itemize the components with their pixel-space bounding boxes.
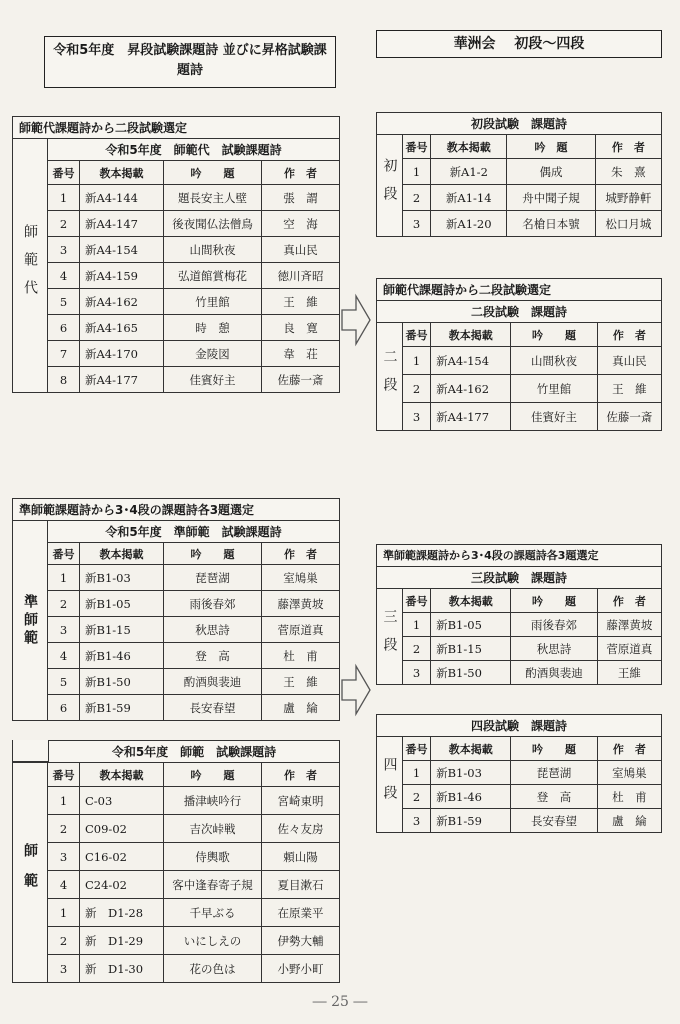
column-header: 吟 題 [511,323,597,347]
textbook-code: 新A4-170 [80,341,164,367]
data-table [47,762,340,983]
poem-title: 吉次峠戦 [164,815,262,843]
sandan-table [376,544,662,685]
poem-title: 山間秋夜 [164,237,262,263]
poem-title: 舟中聞子規 [507,185,595,211]
table-row [48,843,340,871]
row-number: 3 [48,843,80,871]
textbook-code: 新 D1-28 [80,899,164,927]
poem-title: 佳賓好主 [511,403,597,431]
column-header: 番号 [403,589,431,613]
table-row [403,785,662,809]
poem-title: 雨後春郊 [511,613,597,637]
poem-title: 金陵図 [164,341,262,367]
group-label: 師範代 [22,223,38,308]
row-number: 3 [48,237,80,263]
poem-author: 王 維 [262,669,340,695]
column-header: 吟 題 [507,135,595,159]
table-row [48,341,340,367]
table-row [48,591,340,617]
data-table [47,542,340,721]
shodan-table [376,112,662,237]
table-row [48,185,340,211]
textbook-code: 新A4-144 [80,185,164,211]
column-header: 作 者 [597,589,661,613]
textbook-code: 新 D1-30 [80,955,164,983]
textbook-code: 新A4-159 [80,263,164,289]
column-header: 番号 [403,737,431,761]
poem-title: 山間秋夜 [511,347,597,375]
poem-author: 杜 甫 [597,785,661,809]
table-row [48,565,340,591]
textbook-code: 新A4-154 [80,237,164,263]
poem-author: 伊勢大輔 [262,927,340,955]
textbook-code: 新A4-165 [80,315,164,341]
data-table [47,160,340,393]
row-number: 2 [48,927,80,955]
table-row [48,643,340,669]
row-number: 3 [403,403,431,431]
row-number: 3 [403,809,431,833]
poem-author: 松口月城 [595,211,661,237]
table-row [403,661,662,685]
table-row [48,815,340,843]
poem-title: 長安春望 [511,809,597,833]
arrow-right-icon [340,290,372,350]
row-number: 4 [48,871,80,899]
poem-author: 盧 綸 [597,809,661,833]
table-row [48,211,340,237]
poem-author: 王 維 [597,375,661,403]
row-number: 2 [403,185,431,211]
header-right-title: 華洲会 初段～四段 [376,30,662,58]
poem-author: 佐藤一斎 [597,403,661,431]
column-header: 教本掲載 [431,737,511,761]
poem-title: 後夜聞仏法僧鳥 [164,211,262,237]
row-number: 1 [48,565,80,591]
textbook-code: C24-02 [80,871,164,899]
table-row [403,347,662,375]
column-header: 作 者 [597,737,661,761]
poem-author: 王維 [597,661,661,685]
poem-title: 花の色は [164,955,262,983]
group-label: 準師範 [22,593,38,648]
textbook-code: 新A1-2 [431,159,507,185]
poem-author: 張 謂 [262,185,340,211]
row-number: 1 [48,899,80,927]
group-label: 初段 [381,157,398,214]
poem-author: 菅原道真 [597,637,661,661]
textbook-code: 新A4-177 [80,367,164,393]
column-header: 吟 題 [164,763,262,787]
textbook-code: 新A4-154 [431,347,511,375]
poem-author: 藤澤黄坡 [597,613,661,637]
row-number: 2 [48,211,80,237]
textbook-code: 新B1-05 [431,613,511,637]
table-row [403,211,662,237]
table-subtitle: 令和5年度 師範 試験課題詩 [48,740,340,762]
poem-author: 夏目漱石 [262,871,340,899]
table-caption: 師範代課題詩から二段試験選定 [12,116,340,138]
poem-title: いにしえの [164,927,262,955]
poem-title: 播津峡吟行 [164,787,262,815]
poem-title: 秋思詩 [164,617,262,643]
column-header: 吟 題 [164,543,262,565]
poem-title: 雨後春郊 [164,591,262,617]
table-row [48,669,340,695]
column-header: 吟 題 [511,737,597,761]
row-number: 1 [48,787,80,815]
table-row [48,871,340,899]
row-number: 3 [48,617,80,643]
row-number: 4 [48,643,80,669]
poem-title: 酌酒與裴迪 [511,661,597,685]
poem-author: 佐々友房 [262,815,340,843]
table-row [403,159,662,185]
column-header: 吟 題 [164,161,262,185]
poem-title: 侍輿歌 [164,843,262,871]
poem-title: 佳賓好主 [164,367,262,393]
table-row [48,237,340,263]
group-label: 四段 [381,756,398,813]
column-header: 作 者 [597,323,661,347]
column-header: 番号 [403,135,431,159]
poem-author: 朱 熹 [595,159,661,185]
textbook-code: 新A1-20 [431,211,507,237]
poem-title: 竹里館 [511,375,597,403]
column-header: 教本掲載 [431,135,507,159]
poem-author: 室鳩巣 [262,565,340,591]
poem-author: 藤澤黄坡 [262,591,340,617]
poem-title: 酌酒與裴迪 [164,669,262,695]
textbook-code: 新B1-03 [80,565,164,591]
poem-author: 真山民 [597,347,661,375]
poem-title: 時 憩 [164,315,262,341]
table-subtitle: 初段試験 課題詩 [376,112,662,134]
table-subtitle: 令和5年度 師範代 試験課題詩 [47,138,340,160]
row-number: 1 [403,159,431,185]
row-number: 8 [48,367,80,393]
row-number: 3 [48,955,80,983]
table-row [48,787,340,815]
row-number: 6 [48,695,80,721]
textbook-code: 新B1-15 [80,617,164,643]
poem-author: 頼山陽 [262,843,340,871]
poem-title: 偶成 [507,159,595,185]
data-table [402,134,662,237]
column-header: 番号 [48,763,80,787]
poem-title: 弘道館賞梅花 [164,263,262,289]
arrow-right-icon [340,660,372,720]
poem-author: 室鳩巣 [597,761,661,785]
textbook-code: 新B1-46 [431,785,511,809]
table-row [48,617,340,643]
jun-shihan-table [12,498,340,721]
table-row [48,899,340,927]
table-row [403,637,662,661]
row-number: 3 [403,661,431,685]
textbook-code: 新A1-14 [431,185,507,211]
textbook-code: 新A4-147 [80,211,164,237]
poem-title: 登 高 [511,785,597,809]
textbook-code: 新A4-162 [80,289,164,315]
column-header: 作 者 [262,161,340,185]
table-subtitle: 二段試験 課題詩 [376,300,662,322]
table-subtitle: 令和5年度 準師範 試験課題詩 [47,520,340,542]
table-subtitle: 三段試験 課題詩 [376,566,662,588]
row-number: 2 [48,591,80,617]
poem-title: 琵琶湖 [511,761,597,785]
table-subtitle: 四段試験 課題詩 [376,714,662,736]
textbook-code: 新 D1-29 [80,927,164,955]
table-row [403,809,662,833]
textbook-code: 新B1-50 [431,661,511,685]
shihandai-table [12,116,340,393]
table-caption: 準師範課題詩から3･4段の課題詩各3題選定 [12,498,340,520]
poem-title: 登 高 [164,643,262,669]
row-number: 7 [48,341,80,367]
poem-author: 盧 綸 [262,695,340,721]
textbook-code: 新B1-15 [431,637,511,661]
row-number: 1 [403,613,431,637]
column-header: 番号 [403,323,431,347]
data-table [402,588,662,685]
poem-author: 菅原道真 [262,617,340,643]
textbook-code: 新A4-162 [431,375,511,403]
column-header: 番号 [48,161,80,185]
poem-author: 良 寛 [262,315,340,341]
row-number: 1 [403,761,431,785]
poem-author: 徳川斉昭 [262,263,340,289]
poem-author: 王 維 [262,289,340,315]
textbook-code: C-03 [80,787,164,815]
yondan-table [376,714,662,833]
header-left-title: 令和5年度 昇段試験課題詩 並びに昇格試験課題詩 [44,36,336,88]
column-header: 教本掲載 [431,323,511,347]
row-number: 6 [48,315,80,341]
poem-author: 城野静軒 [595,185,661,211]
table-row [403,185,662,211]
poem-title: 琵琶湖 [164,565,262,591]
data-table [402,322,662,431]
group-label: 師範 [22,842,38,903]
textbook-code: 新B1-46 [80,643,164,669]
column-header: 教本掲載 [431,589,511,613]
column-header: 番号 [48,543,80,565]
page-number: ― 25 ― [312,994,368,1010]
poem-author: 空 海 [262,211,340,237]
poem-title: 千早ぶる [164,899,262,927]
column-header: 教本掲載 [80,543,164,565]
textbook-code: C09-02 [80,815,164,843]
poem-author: 佐藤一斎 [262,367,340,393]
row-number: 2 [403,785,431,809]
poem-author: 杜 甫 [262,643,340,669]
nidan-table [376,278,662,431]
column-header: 教本掲載 [80,161,164,185]
row-number: 1 [403,347,431,375]
poem-title: 竹里館 [164,289,262,315]
poem-author: 韋 荘 [262,341,340,367]
table-row [403,613,662,637]
row-number: 1 [48,185,80,211]
textbook-code: 新B1-59 [431,809,511,833]
table-row [48,315,340,341]
table-row [403,375,662,403]
poem-title: 客中逢春寄子規 [164,871,262,899]
row-number: 5 [48,289,80,315]
row-number: 3 [403,211,431,237]
row-number: 5 [48,669,80,695]
table-row [48,695,340,721]
textbook-code: 新A4-177 [431,403,511,431]
table-row [48,367,340,393]
row-number: 4 [48,263,80,289]
column-header: 吟 題 [511,589,597,613]
table-row [48,263,340,289]
textbook-code: 新B1-03 [431,761,511,785]
group-label: 三段 [381,608,398,665]
data-table [402,736,662,833]
poem-author: 宮崎東明 [262,787,340,815]
table-row [48,289,340,315]
textbook-code: 新B1-05 [80,591,164,617]
shihan-table [12,740,340,983]
table-row [403,761,662,785]
table-caption: 師範代課題詩から二段試験選定 [376,278,662,300]
poem-author: 真山民 [262,237,340,263]
table-row [403,403,662,431]
column-header: 作 者 [595,135,661,159]
table-row [48,955,340,983]
poem-author: 在原業平 [262,899,340,927]
textbook-code: 新B1-50 [80,669,164,695]
table-caption: 準師範課題詩から3･4段の課題詩各3題選定 [376,544,662,566]
textbook-code: C16-02 [80,843,164,871]
column-header: 作 者 [262,543,340,565]
table-row [48,927,340,955]
poem-author: 小野小町 [262,955,340,983]
poem-title: 題長安主人壁 [164,185,262,211]
poem-title: 名槍日本號 [507,211,595,237]
column-header: 作 者 [262,763,340,787]
textbook-code: 新B1-59 [80,695,164,721]
group-label: 二段 [381,348,398,405]
row-number: 2 [48,815,80,843]
poem-title: 秋思詩 [511,637,597,661]
row-number: 2 [403,637,431,661]
row-number: 2 [403,375,431,403]
column-header: 教本掲載 [80,763,164,787]
poem-title: 長安春望 [164,695,262,721]
